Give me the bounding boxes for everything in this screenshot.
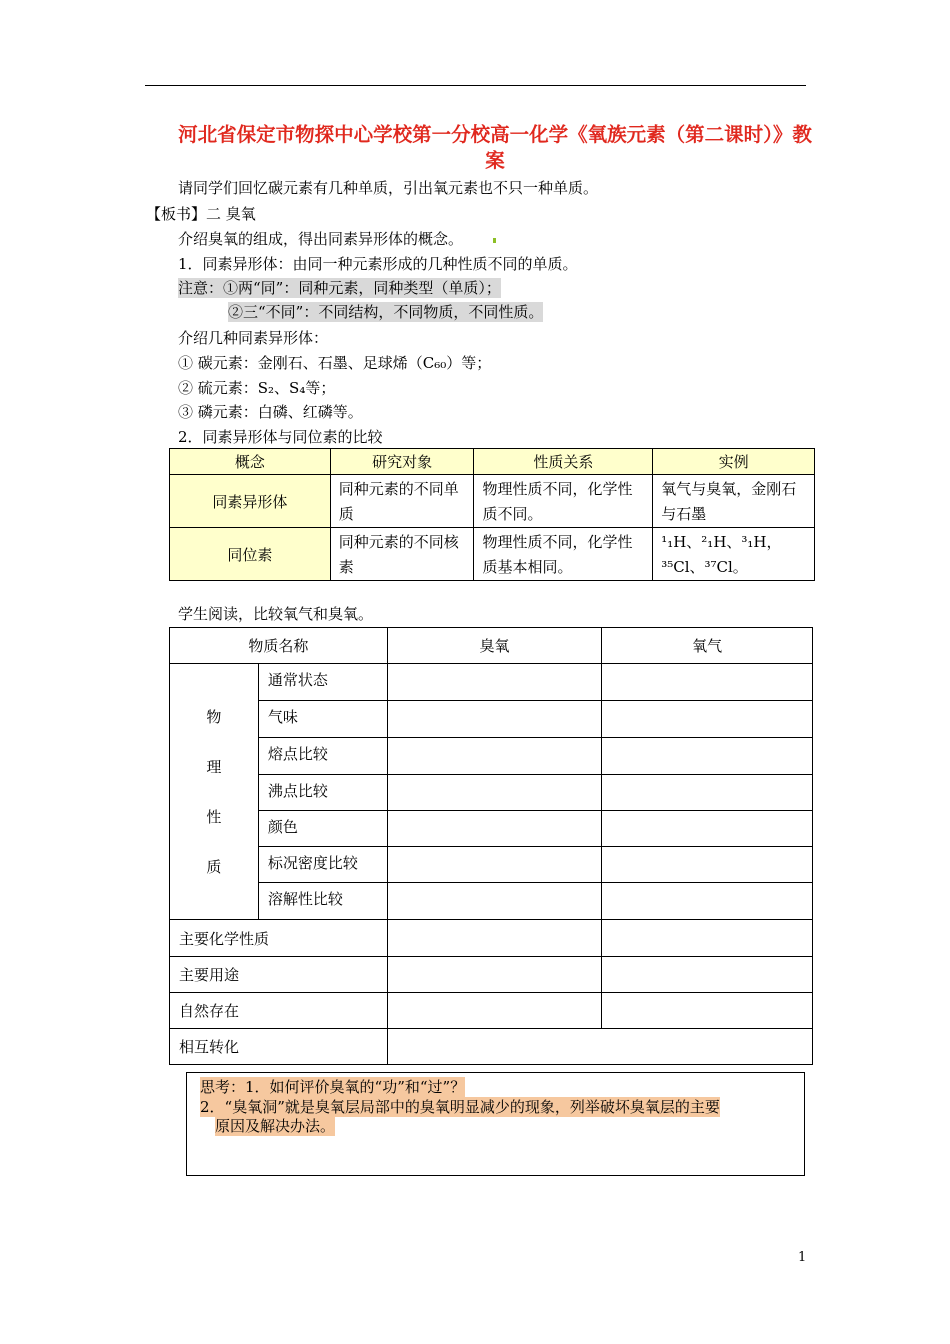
group-char: 性: [206, 807, 222, 826]
table2-header-name: 物质名称: [170, 628, 388, 664]
table1-row-label: 同素异形体: [170, 475, 331, 528]
ozone-cell[interactable]: [387, 847, 602, 883]
property-label: 相互转化: [170, 1029, 388, 1065]
property-label: 标况密度比较: [258, 847, 387, 883]
oxygen-cell[interactable]: [602, 993, 813, 1029]
table2-header-ozone: 臭氧: [387, 628, 602, 664]
table1-cell: 同种元素的不同核素: [330, 528, 474, 581]
intro-line: 介绍臭氧的组成，得出同素异形体的概念。: [178, 230, 464, 248]
ozone-cell[interactable]: [387, 957, 602, 993]
table1-cell: 物理性质不同，化学性质基本相同。: [474, 528, 653, 581]
table1-cell: 同种元素的不同单质: [330, 475, 474, 528]
property-label: 主要化学性质: [170, 920, 388, 957]
compare-heading: 2．同素异形体与同位素的比较: [178, 428, 383, 446]
oxygen-cell[interactable]: [602, 847, 813, 883]
table1-cell: ¹₁H、²₁H、³₁H，³⁵Cl、³⁷Cl。: [653, 528, 815, 581]
group-char: 质: [206, 857, 222, 876]
property-label: 颜色: [258, 811, 387, 847]
ozone-cell[interactable]: [387, 811, 602, 847]
think-question-2: 2．“臭氧洞”就是臭氧层局部中的臭氧明显减少的现象，列举破坏臭氧层的主要: [200, 1098, 720, 1116]
oxygen-cell[interactable]: [602, 957, 813, 993]
sulfur-line: ② 硫元素：S₂、S₄等；: [178, 379, 336, 397]
table2-header-oxygen: 氧气: [602, 628, 813, 664]
property-label: 沸点比较: [258, 775, 387, 811]
oxygen-cell[interactable]: [602, 883, 813, 920]
ozone-cell[interactable]: [387, 664, 602, 701]
comparison-table: [169, 448, 815, 581]
group-char: 理: [206, 757, 222, 776]
table1-row-label: 同位素: [170, 528, 331, 581]
board-heading: 【板书】二 臭氧: [146, 205, 256, 223]
oxygen-cell[interactable]: [602, 738, 813, 775]
property-label: 溶解性比较: [258, 883, 387, 920]
oxygen-cell[interactable]: [602, 920, 813, 957]
oxygen-cell[interactable]: [602, 664, 813, 701]
recall-line: 请同学们回忆碳元素有几种单质，引出氧元素也不只一种单质。: [178, 179, 599, 197]
table1-header: 概念: [170, 449, 331, 475]
conversion-cell[interactable]: [387, 1029, 812, 1065]
ozone-oxygen-table: [169, 627, 813, 1065]
several-line: 介绍几种同素异形体：: [178, 329, 329, 347]
think-question-2-cont: 原因及解决办法。: [215, 1117, 336, 1135]
ozone-cell[interactable]: [387, 993, 602, 1029]
group-char: 物: [206, 707, 222, 726]
ozone-cell[interactable]: [387, 701, 602, 738]
ozone-cell[interactable]: [387, 738, 602, 775]
student-read-line: 学生阅读，比较氧气和臭氧。: [178, 605, 374, 623]
document-title: 河北省保定市物探中心学校第一分校高一化学《氧族元素（第二课时）》教案: [178, 123, 812, 172]
table1-header: 研究对象: [330, 449, 474, 475]
property-label: 气味: [258, 701, 387, 738]
header-rule: [145, 85, 806, 86]
ozone-cell[interactable]: [387, 883, 602, 920]
table1-cell: 物理性质不同，化学性质不同。: [474, 475, 653, 528]
physical-properties-group: [170, 664, 259, 920]
property-label: 熔点比较: [258, 738, 387, 775]
table1-header: 性质关系: [474, 449, 653, 475]
note-line-1: 注意：①两“同”：同种元素，同种类型（单质）；: [178, 279, 501, 297]
carbon-line: ① 碳元素：金刚石、石墨、足球烯（C₆₀）等；: [178, 354, 492, 372]
page-number: 1: [798, 1250, 807, 1265]
mark-dot: [493, 238, 496, 243]
property-label: 主要用途: [170, 957, 388, 993]
property-label: 自然存在: [170, 993, 388, 1029]
oxygen-cell[interactable]: [602, 811, 813, 847]
table1-header: 实例: [653, 449, 815, 475]
think-question-1: 思考：1．如何评价臭氧的“功”和“过”？: [200, 1078, 466, 1096]
ozone-cell[interactable]: [387, 920, 602, 957]
note-line-2: ②三“不同”：不同结构，不同物质，不同性质。: [228, 303, 544, 321]
oxygen-cell[interactable]: [602, 775, 813, 811]
definition-line: 1．同素异形体：由同一种元素形成的几种性质不同的单质。: [178, 255, 578, 273]
table1-cell: 氧气与臭氧，金刚石与石墨: [653, 475, 815, 528]
ozone-cell[interactable]: [387, 775, 602, 811]
phosphorus-line: ③ 磷元素：白磷、红磷等。: [178, 403, 363, 421]
property-label: 通常状态: [258, 664, 387, 701]
oxygen-cell[interactable]: [602, 701, 813, 738]
